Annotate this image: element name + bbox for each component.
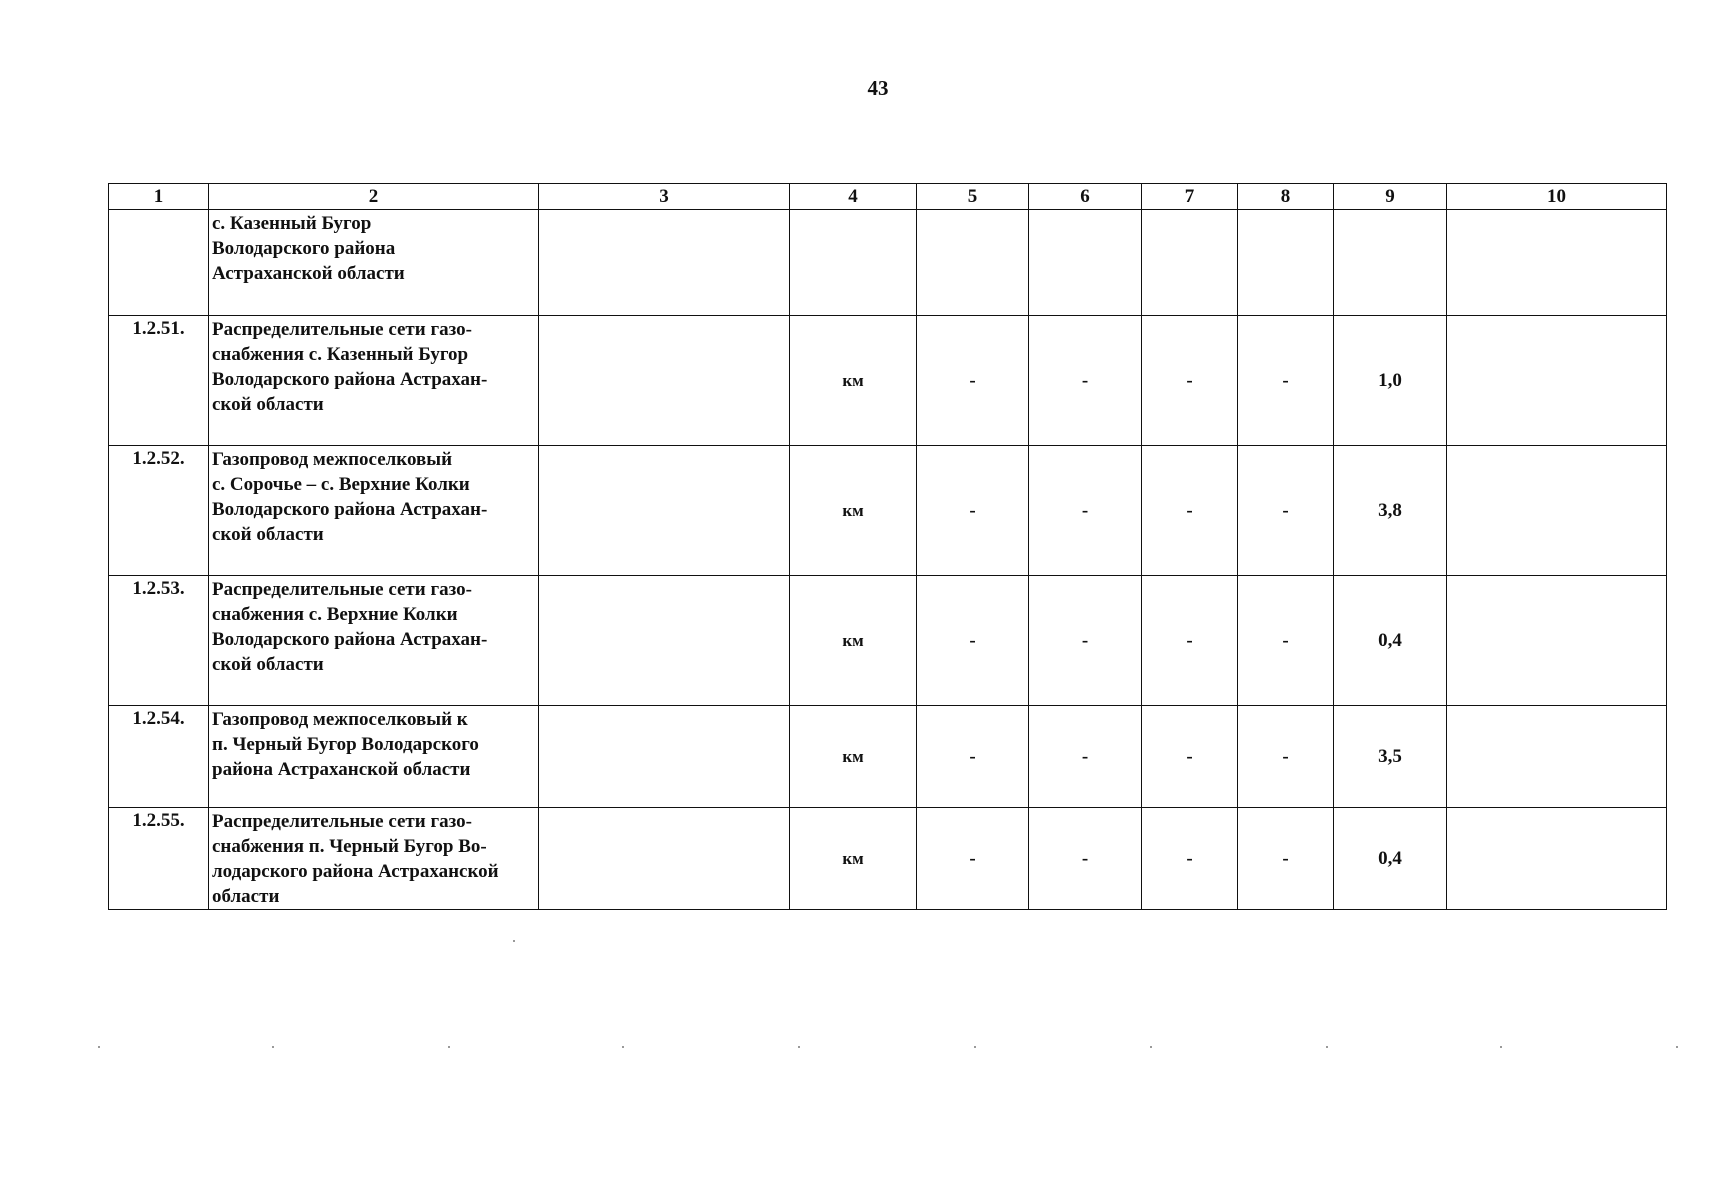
object-name xyxy=(209,808,539,910)
cell-col6 xyxy=(1029,210,1142,316)
register-table xyxy=(108,183,1667,910)
scan-speck xyxy=(1500,1046,1502,1048)
object-name-line: снабжения с. Верхние Колки xyxy=(212,604,458,625)
column-header: 6 xyxy=(1029,184,1142,210)
unit-cell: км xyxy=(790,706,917,808)
cell-col9: 0,4 xyxy=(1334,576,1447,706)
cell-col6: - xyxy=(1029,706,1142,808)
table-row xyxy=(109,316,1667,446)
cell-col7: - xyxy=(1142,706,1238,808)
cell-col5: - xyxy=(917,316,1029,446)
unit-cell xyxy=(790,210,917,316)
page-number: 43 xyxy=(867,76,889,100)
column-header: 7 xyxy=(1142,184,1238,210)
object-name-line: Газопровод межпоселковый к xyxy=(212,709,468,730)
cell-col7 xyxy=(1142,210,1238,316)
object-name-line: лодарского района Астраханской xyxy=(212,861,499,882)
table-row xyxy=(109,808,1667,910)
object-name xyxy=(209,316,539,446)
scan-speck xyxy=(448,1046,450,1048)
object-name-line: Володарского района Астрахан- xyxy=(212,629,488,650)
scan-speck xyxy=(272,1046,274,1048)
row-number xyxy=(109,210,209,316)
object-name-line: Володарского района Астрахан- xyxy=(212,369,488,390)
object-name-line: области xyxy=(212,886,280,907)
scan-speck xyxy=(1676,1046,1678,1048)
object-name-line: ской области xyxy=(212,654,324,675)
object-name-line: Распределительные сети газо- xyxy=(212,811,472,832)
scan-speck xyxy=(513,940,515,942)
object-name xyxy=(209,210,539,316)
object-name-line: Володарского района xyxy=(212,238,396,259)
cell-col10 xyxy=(1447,210,1667,316)
column-header: 2 xyxy=(209,184,539,210)
table-row xyxy=(109,210,1667,316)
cell-col3 xyxy=(539,446,790,576)
column-header: 8 xyxy=(1238,184,1334,210)
cell-col3 xyxy=(539,706,790,808)
row-number: 1.2.52. xyxy=(109,446,209,576)
unit-cell: км xyxy=(790,446,917,576)
cell-col5: - xyxy=(917,576,1029,706)
cell-col9: 1,0 xyxy=(1334,316,1447,446)
table-row xyxy=(109,706,1667,808)
object-name-line: ской области xyxy=(212,394,324,415)
object-name-line: снабжения с. Казенный Бугор xyxy=(212,344,469,365)
cell-col6: - xyxy=(1029,316,1142,446)
object-name-line: района Астраханской области xyxy=(212,759,471,780)
cell-col10 xyxy=(1447,576,1667,706)
object-name-line: Астраханской области xyxy=(212,263,405,284)
cell-col7: - xyxy=(1142,316,1238,446)
column-header: 1 xyxy=(109,184,209,210)
cell-col9: 3,5 xyxy=(1334,706,1447,808)
scan-speck xyxy=(1150,1046,1152,1048)
row-number: 1.2.54. xyxy=(109,706,209,808)
unit-cell: км xyxy=(790,316,917,446)
object-name xyxy=(209,446,539,576)
cell-col5: - xyxy=(917,706,1029,808)
object-name-line: Газопровод межпоселковый xyxy=(212,449,453,470)
column-header: 9 xyxy=(1334,184,1447,210)
object-name-line: с. Сорочье – с. Верхние Колки xyxy=(212,474,470,495)
scan-speck xyxy=(622,1046,624,1048)
cell-col9 xyxy=(1334,210,1447,316)
object-name-line: снабжения п. Черный Бугор Во- xyxy=(212,836,487,857)
object-name-line: ской области xyxy=(212,524,324,545)
cell-col8: - xyxy=(1238,576,1334,706)
cell-col8: - xyxy=(1238,316,1334,446)
object-name-line: Распределительные сети газо- xyxy=(212,579,472,600)
cell-col10 xyxy=(1447,706,1667,808)
row-number: 1.2.53. xyxy=(109,576,209,706)
cell-col9: 3,8 xyxy=(1334,446,1447,576)
cell-col6: - xyxy=(1029,808,1142,910)
column-header: 3 xyxy=(539,184,790,210)
column-number-header-row xyxy=(109,184,1667,210)
cell-col5 xyxy=(917,210,1029,316)
object-name-line: Володарского района Астрахан- xyxy=(212,499,488,520)
cell-col3 xyxy=(539,210,790,316)
cell-col9: 0,4 xyxy=(1334,808,1447,910)
cell-col5: - xyxy=(917,808,1029,910)
table-row xyxy=(109,446,1667,576)
cell-col10 xyxy=(1447,808,1667,910)
object-name-line: с. Казенный Бугор xyxy=(212,213,372,234)
cell-col7: - xyxy=(1142,576,1238,706)
table-row xyxy=(109,576,1667,706)
row-number: 1.2.51. xyxy=(109,316,209,446)
cell-col8: - xyxy=(1238,446,1334,576)
cell-col3 xyxy=(539,576,790,706)
scan-speck xyxy=(974,1046,976,1048)
column-header: 4 xyxy=(790,184,917,210)
column-header: 10 xyxy=(1447,184,1667,210)
column-header: 5 xyxy=(917,184,1029,210)
scan-speck xyxy=(98,1046,100,1048)
cell-col8: - xyxy=(1238,706,1334,808)
row-number: 1.2.55. xyxy=(109,808,209,910)
object-name xyxy=(209,706,539,808)
cell-col10 xyxy=(1447,316,1667,446)
cell-col5: - xyxy=(917,446,1029,576)
cell-col6: - xyxy=(1029,576,1142,706)
cell-col8 xyxy=(1238,210,1334,316)
unit-cell: км xyxy=(790,576,917,706)
unit-cell: км xyxy=(790,808,917,910)
scan-speck xyxy=(798,1046,800,1048)
cell-col7: - xyxy=(1142,446,1238,576)
object-name-line: Распределительные сети газо- xyxy=(212,319,472,340)
cell-col6: - xyxy=(1029,446,1142,576)
object-name xyxy=(209,576,539,706)
cell-col10 xyxy=(1447,446,1667,576)
cell-col3 xyxy=(539,808,790,910)
cell-col8: - xyxy=(1238,808,1334,910)
scan-speck xyxy=(1326,1046,1328,1048)
cell-col7: - xyxy=(1142,808,1238,910)
object-name-line: п. Черный Бугор Володарского xyxy=(212,734,479,755)
cell-col3 xyxy=(539,316,790,446)
